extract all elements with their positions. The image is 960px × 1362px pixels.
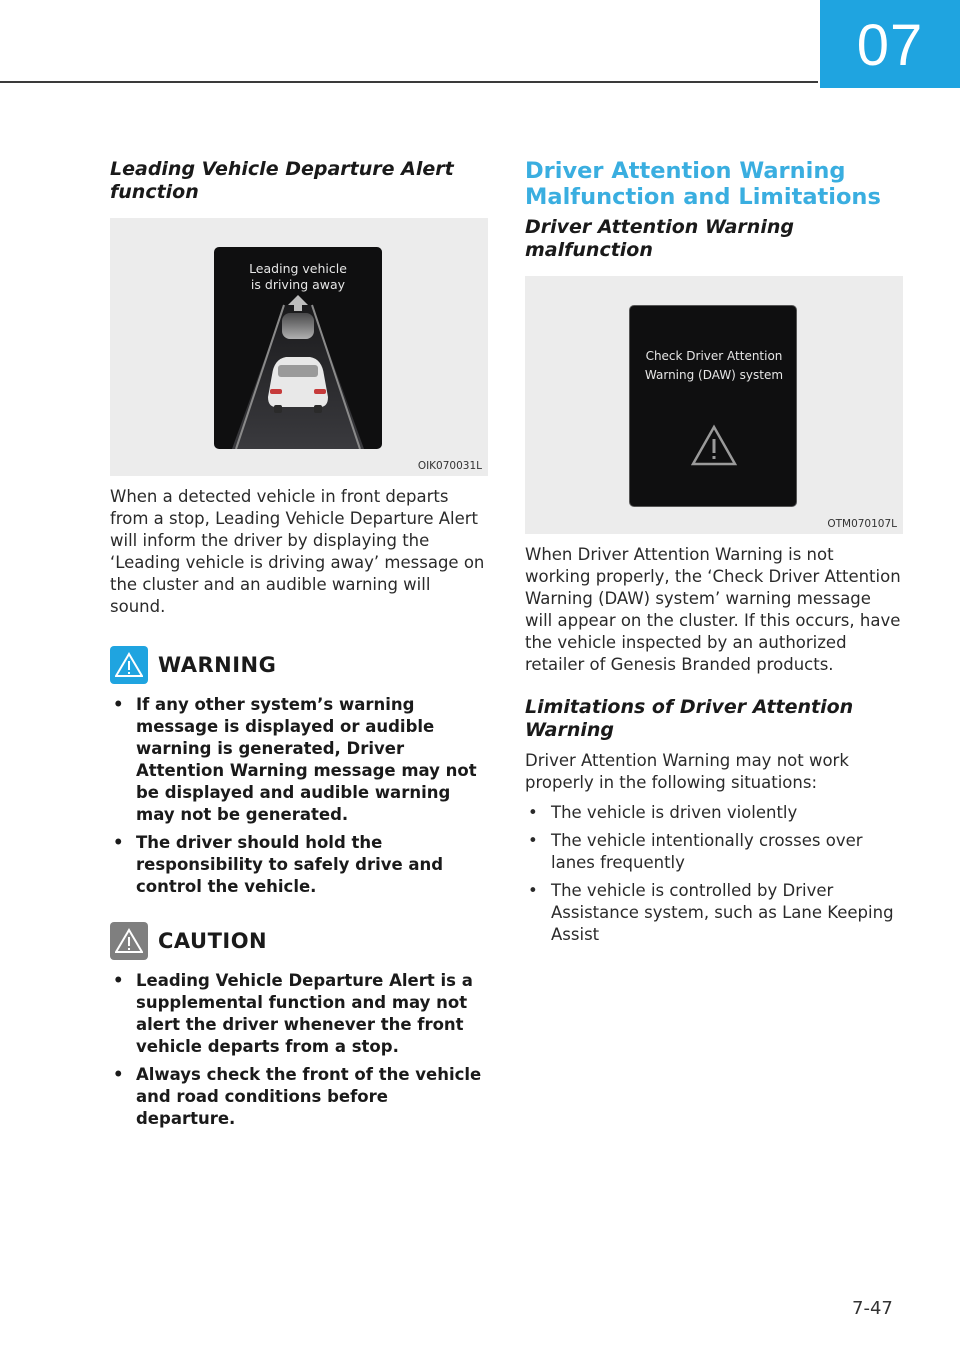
own-car-icon bbox=[268, 357, 328, 413]
leading-vehicle-departure-heading: Leading Vehicle Departure Alert function bbox=[110, 158, 454, 203]
daw-check-figure bbox=[525, 276, 903, 534]
screen-message-line1: Check Driver Attention bbox=[645, 349, 783, 363]
front-car-ghost-icon bbox=[282, 313, 314, 339]
warning-list bbox=[110, 694, 488, 898]
warning-triangle-icon bbox=[110, 646, 148, 684]
list-item: • The driver should hold the responsibility to safely drive and control the vehicle. bbox=[113, 833, 444, 896]
list-item: • The vehicle is driven violently bbox=[528, 803, 798, 822]
left-column bbox=[110, 158, 488, 1136]
caution-list bbox=[110, 970, 488, 1130]
daw-malfunction-paragraph: When Driver Attention Warning is not working properly, the ‘Check Driver Attention Warning (DAW) system’ warning message will appear on the cluster. If this occurs, have the vehicle inspected by an authorized retailer of Genesis Branded products. bbox=[525, 545, 901, 674]
caution-label: CAUTION bbox=[158, 929, 268, 953]
screen-message-line1: Leading vehicle bbox=[249, 261, 347, 276]
chapter-tab: 07 bbox=[820, 0, 960, 88]
figure-code: OIK070031L bbox=[417, 460, 482, 472]
list-item: • Leading Vehicle Departure Alert is a supplemental function and may not alert the driver whenever the front vehicle departs from a stop. bbox=[113, 971, 473, 1056]
figure-code: OTM070107L bbox=[827, 518, 897, 530]
limitations-heading: Limitations of Driver Attention Warning bbox=[525, 696, 854, 741]
cluster-screen bbox=[629, 305, 797, 507]
list-item: • The vehicle is controlled by Driver Assistance system, such as Lane Keeping Assist bbox=[528, 881, 894, 944]
warning-label: WARNING bbox=[158, 653, 277, 677]
leading-vehicle-paragraph: When a detected vehicle in front departs from a stop, Leading Vehicle Departure Alert will inform the driver by displaying the ‘Leading vehicle is driving away’ message on the cluster and an audible warning will sound. bbox=[110, 487, 485, 616]
caution-triangle-icon bbox=[110, 922, 148, 960]
warning-triangle-icon bbox=[691, 424, 737, 466]
right-column bbox=[525, 158, 903, 952]
list-item: • If any other system’s warning message is displayed or audible warning is generated, Driver Attention Warning message may not be displayed and audible warning may not be generated. bbox=[113, 695, 477, 824]
limitations-intro: Driver Attention Warning may not work properly in the following situations: bbox=[525, 751, 849, 792]
caution-title bbox=[110, 922, 488, 960]
leading-vehicle-figure bbox=[110, 218, 488, 476]
header-rule bbox=[0, 81, 818, 83]
screen-message-line2: Warning (DAW) system bbox=[644, 368, 784, 382]
cluster-screen bbox=[214, 247, 382, 449]
list-item: • The vehicle intentionally crosses over lanes frequently bbox=[528, 831, 863, 872]
list-item: • Always check the front of the vehicle and road conditions before departure. bbox=[113, 1065, 482, 1128]
malfunction-limitations-heading: Driver Attention Warning Malfunction and Limitations bbox=[525, 158, 881, 210]
screen-message-line2: is driving away bbox=[250, 277, 346, 292]
limitations-list bbox=[525, 802, 903, 946]
page-number: 7-47 bbox=[852, 1298, 893, 1319]
daw-malfunction-heading: Driver Attention Warning malfunction bbox=[525, 216, 794, 261]
warning-title bbox=[110, 646, 488, 684]
